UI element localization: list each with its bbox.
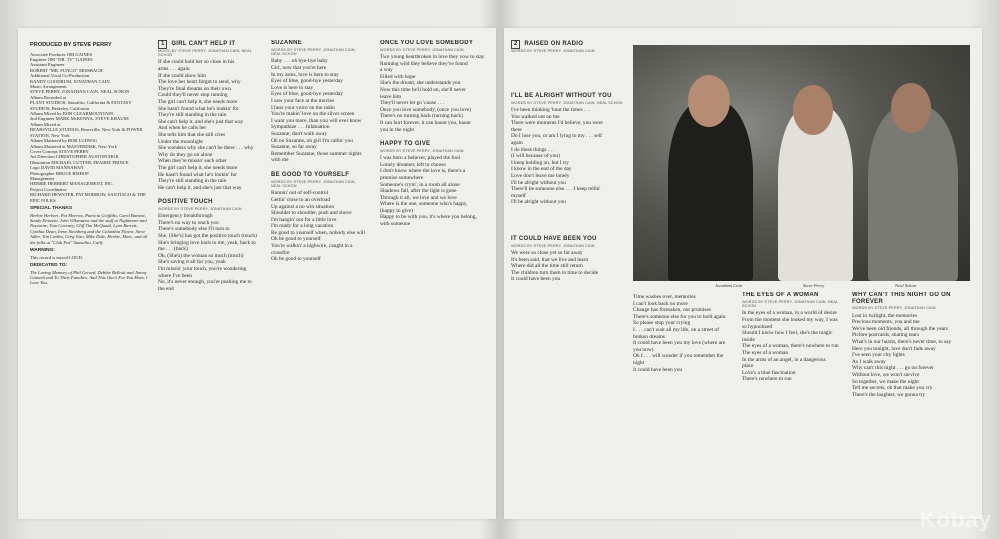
- song-block: [742, 292, 847, 383]
- song-credit: WORDS BY STEVE PERRY, JONATHAN CAIN, NEAL SCHON: [271, 47, 356, 56]
- song-block: [271, 40, 366, 164]
- credit-line: Photographer BRUCE BISHOP: [30, 170, 89, 176]
- song-title: WHY CAN'T THIS NIGHT GO ON FOREVER: [852, 292, 951, 305]
- song-block: [380, 141, 488, 228]
- side1-column-b: [271, 40, 366, 510]
- caption-jonathan-cain: Jonathan Cain: [715, 283, 743, 288]
- song-block: [633, 294, 738, 373]
- credit-line: STEVE PERRY, JONATHAN CAIN, NEAL SCHON: [30, 89, 130, 95]
- song-title: HAPPY TO GIVE: [380, 141, 431, 148]
- song-title: POSITIVE TOUCH: [158, 199, 213, 206]
- head-middle: [793, 85, 833, 135]
- song-credit: MUSIC BY STEVE PERRY, JONATHAN CAIN, NEAL SCHON: [158, 48, 252, 57]
- song-title: IT COULD HAVE BEEN YOU: [511, 235, 597, 242]
- song-title: THE EYES OF A WOMAN: [742, 292, 819, 298]
- song-title: RAISED ON RADIO: [524, 41, 584, 47]
- side-number-badge: 1: [158, 40, 167, 49]
- song-credit: WORDS BY STEVE PERRY, JONATHAN CAIN: [852, 306, 936, 311]
- figure-left: [668, 101, 753, 281]
- head-right: [891, 83, 931, 133]
- credit-line: Logo DAVID MANNAHAN: [30, 165, 84, 171]
- side2-column-d: [852, 292, 970, 507]
- special-thanks-text: Herbie Herbert, Pat Morrow, Patricia Griffiths, Carol Barnett, Sandy Einstein, John Villanueva and the staff at Nightmare and Nocturne, Tom Caveney, Cliff Tim McQuaid, Lynn Barrett, Cynthia Dean, Irene Steinberg and the Columbia Flavor, Steve Adler, Tim Caitlin, Greg Toto, Mike Dale, Herbie, Marc, and all the folks at "Club Fed" Sausalito, Calif.: [30, 212, 148, 245]
- song-lyrics: We were so close yet so far away It's been said, that we live and learn Where did all the time still return The children turn them in time to decide It could have been you: [511, 249, 598, 283]
- credits-column: [30, 42, 148, 512]
- song-credit: WORDS BY STEVE PERRY, JONATHAN CAIN: [158, 206, 242, 211]
- song-credit: WORDS BY STEVE PERRY, JONATHAN CAIN: [380, 148, 464, 153]
- side2-column-a: [511, 40, 623, 510]
- song-lyrics: I've been thinking 'bout the times . . . You walked out on me There were moments I'd believe, you were there Do I lose you, or am I lying to my . . . self again I do these things . . . (I will because of you) I keep holding on, but I try I know in the end of the day Love don't leave me lonely I'll be alright without you There'll be someone else . . . I keep tellin' myself I'll be alright without you: [511, 107, 603, 206]
- song-block: [158, 199, 266, 292]
- warning-text: This record is mixed LOUD.: [30, 254, 83, 260]
- side1-column-a: [158, 40, 266, 510]
- credit-line: Engineer JIM "DR. TV" GAINES: [30, 57, 93, 62]
- song-title: SUZANNE: [271, 40, 303, 46]
- song-credit: WORDS BY STEVE PERRY, JONATHAN CAIN, NEAL SCHON: [271, 179, 356, 188]
- song-credit: WORDS BY STEVE PERRY, JONATHAN CAIN: [511, 48, 595, 53]
- produced-by: PRODUCED BY STEVE PERRY: [30, 42, 112, 48]
- song-block: [380, 40, 488, 133]
- dedicated-text: The Loving Memory of Phil Gerard, Debbie Bellotti and Jimmy Gianetti and To Their Families. And This One's For You Mom. I Love You.: [30, 269, 148, 286]
- song-credit: WORDS BY STEVE PERRY, JONATHAN CAIN: [380, 47, 464, 52]
- song-lyrics: Lost in twilight, the memories Precious moments, you and me We've been old friends, all through the years Picture postcards, sharing tears What's in our hearts, there's never time, to say Here you tonight, love don't fade away I've seen your city lights As I walk away Why can't this night . . . go on forever Without love, we won't survive So together, we make the night Tell me secrets, oh that make you cry There's the laughter, we gonna try: [852, 312, 952, 398]
- special-thanks-heading: SPECIAL THANKS: [30, 205, 73, 211]
- credit-lines: [30, 52, 148, 203]
- song-block: [511, 93, 623, 206]
- song-credit: WORDS BY STEVE PERRY, JONATHAN CAIN, NEAL SCHON: [742, 299, 839, 308]
- song-lyrics: Runnin' out of self-control Gettin' close to an overload Up against a no win situation Shoulder to shoulder, push and shove I'm hangin' out for a little love I'm ready for a long vacation Be good to yourself when, nobody else will Oh be good to yourself You're walkin' a highwire, caught in a crossfire Oh be good to yourself: [271, 190, 366, 263]
- warning-heading: WARNING:: [30, 248, 55, 253]
- caption-neal-schon: Neal Schon: [895, 283, 917, 288]
- song-block: [158, 40, 266, 191]
- credit-line: ROBERT "MR. FUNGO" MISSBACH: [30, 67, 103, 73]
- credit-line: RICHARD HEWSTER, PAT MORROW, SANTIAGO & THE EPIC FOLKS: [30, 192, 146, 203]
- side1-column-c: [380, 40, 488, 510]
- dedicated-heading: DEDICATED TO:: [30, 263, 68, 268]
- song-lyrics: I was born a believer, played the fool Lonely dreamer, left to choose I don't know where the love is, there's a promise somewhere Someone's cryin', in a room all alone Shadows fall, after the light is gone Through it all, we love and we love Where is the one, someone who's happy, (happy to give) Happy to be with you, it's where you belong, with someone: [380, 155, 477, 228]
- song-title: GIRL CAN'T HELP IT: [171, 41, 236, 47]
- credit-line: HERBIE HERBERT MANAGEMENT, INC.: [30, 181, 114, 187]
- credit-line: Album Recorded at: [30, 94, 66, 100]
- song-block: [511, 40, 623, 53]
- song-title: BE GOOD TO YOURSELF: [271, 171, 350, 178]
- credit-line: RANDY GOODRUM, JONATHAN CAIN: [30, 78, 110, 84]
- credit-line: PLANT STUDIOS, Sausalito, California & FANTASY STUDIOS, Berkeley, California: [30, 100, 132, 111]
- credit-line: Additional Vocal Co-Production: [30, 73, 90, 79]
- credit-line: Project Coordinator: [30, 186, 67, 192]
- credit-line: Cover Concept STEVE PERRY: [30, 148, 89, 154]
- credit-line: Assistant Engineer: [30, 62, 65, 68]
- credit-line: Album Mixed by BOB CLEARMOUNTAIN: [30, 111, 114, 117]
- song-title: I'LL BE ALRIGHT WITHOUT YOU: [511, 93, 612, 99]
- side2-column-c: [742, 292, 847, 507]
- head-left: [688, 75, 730, 127]
- side2-column-b: [633, 292, 738, 507]
- credit-line: Art Direction CHRISTOPHER AUSTOPCHUK: [30, 154, 119, 160]
- song-lyrics: Baby . . . oh bye-bye baby Girl, now that you're here In my arms, love is here to stay Eyes of blue, good-bye yesterday Love is here to stay Eyes of blue, good-bye yesterday I saw your face at the movies I hear your voice on the radio You're makin' love on the silver screen I want you more, than you will ever know Sympathize . . . Infatuation Suzanne, don't walk away Oh no Suzanne, oh girl I'm callin' you Suzanne, so far away Remember Suzanne, those summer nights with me: [271, 58, 362, 164]
- song-lyrics: Two young heartbroken in love they vow to stay Running wild they believe they've found a way Filled with hope She's the dream, she understands you Now this time he'll hold on, she'll never leave him They'll never let go 'cause . . . Once you love somebody, (once you love) There's no turning back (turning back) It can hurt forever, it can haunt you, haunt you in the night: [380, 54, 485, 133]
- band-photo: [633, 45, 970, 281]
- credit-line: Associate Producer JIM GAINES: [30, 51, 93, 57]
- credit-line: Management: [30, 175, 54, 181]
- credit-line: Music Arrangement: [30, 84, 67, 90]
- credit-line: BEARSVILLE STUDIOS, Bearsville, New York & POWER STATION, New York: [30, 127, 143, 138]
- song-lyrics: Time washes over, memories I can't look back no more Change has foresaken, our promises There's someone else for you to hold again So please stop your crying I . . . can't wait all my life, on a street of broken dreams It could have been you my love (where are you now) Oh I . . . will wonder if you remember the night It could have been you: [633, 294, 726, 373]
- credit-line: 2nd Engineer MARK McKENNA, STEVE KRAUSE: [30, 116, 130, 122]
- side-number-badge: 2: [511, 40, 520, 49]
- song-block: [852, 292, 970, 398]
- credit-line: Album Mixed at: [30, 121, 61, 127]
- song-lyrics: In the eyes of a woman, in a world of desire From the moment she looked my way, I was so hypnotized Should I know how I feel, she's the magic inside The eyes of a woman, there's nowhere to run The eyes of a woman In the arms of an angel, in a dangerous place Love's a blue fascination There's nowhere to run: [742, 310, 839, 383]
- credit-line: Album Mastered by BOB LUDWIG: [30, 138, 98, 144]
- caption-steve-perry: Steve Perry: [803, 283, 825, 288]
- song-title: ONCE YOU LOVE SOMEBODY: [380, 40, 474, 46]
- watermark: Kobay: [919, 507, 992, 532]
- song-block: [271, 172, 366, 263]
- credit-line: Album Mastered at MASTERDISK, New York: [30, 143, 117, 149]
- song-lyrics: If she could hold her so close in his arms . . . again If she could show him The love her heart forgot to send, why They're final dreams on their own Could they'll never stop running The girl can't help it, she needs more She hasn't found what he's lookin' for They're still standing in the rain She can't help it, and she's just that way And when he calls her She tells him that she still cries Under the moonlight She wonders why she can't be there . . . why Why do they go on alone When they're missin' each other The girl can't help it, she needs more He hasn't found what he's lookin' for They're still standing in the rain He can't help it, and she's just that way: [158, 59, 254, 191]
- song-lyrics: Emergency breakthrough There's no way to reach you There's somebody else I'll turn to She, (She's) has got the positive touch (touch) She's bringing love back to me, yeah, back to me . . . (back) Oh, (She's) the woman so much (much) She's saving it all for you, yeah I'm missin' your touch, you're wondering where I've been No, it's never enough, you're pushing me to the end: [158, 213, 257, 292]
- song-block: [511, 236, 623, 283]
- song-credit: WORDS BY STEVE PERRY, JONATHAN CAIN: [511, 243, 595, 248]
- song-credit: WORDS BY STEVE PERRY, JONATHAN CAIN, NEAL SCHON: [511, 100, 623, 105]
- credit-line: Illustration MICHAEL CUTTER, FRAIRIE PRINCE: [30, 159, 129, 165]
